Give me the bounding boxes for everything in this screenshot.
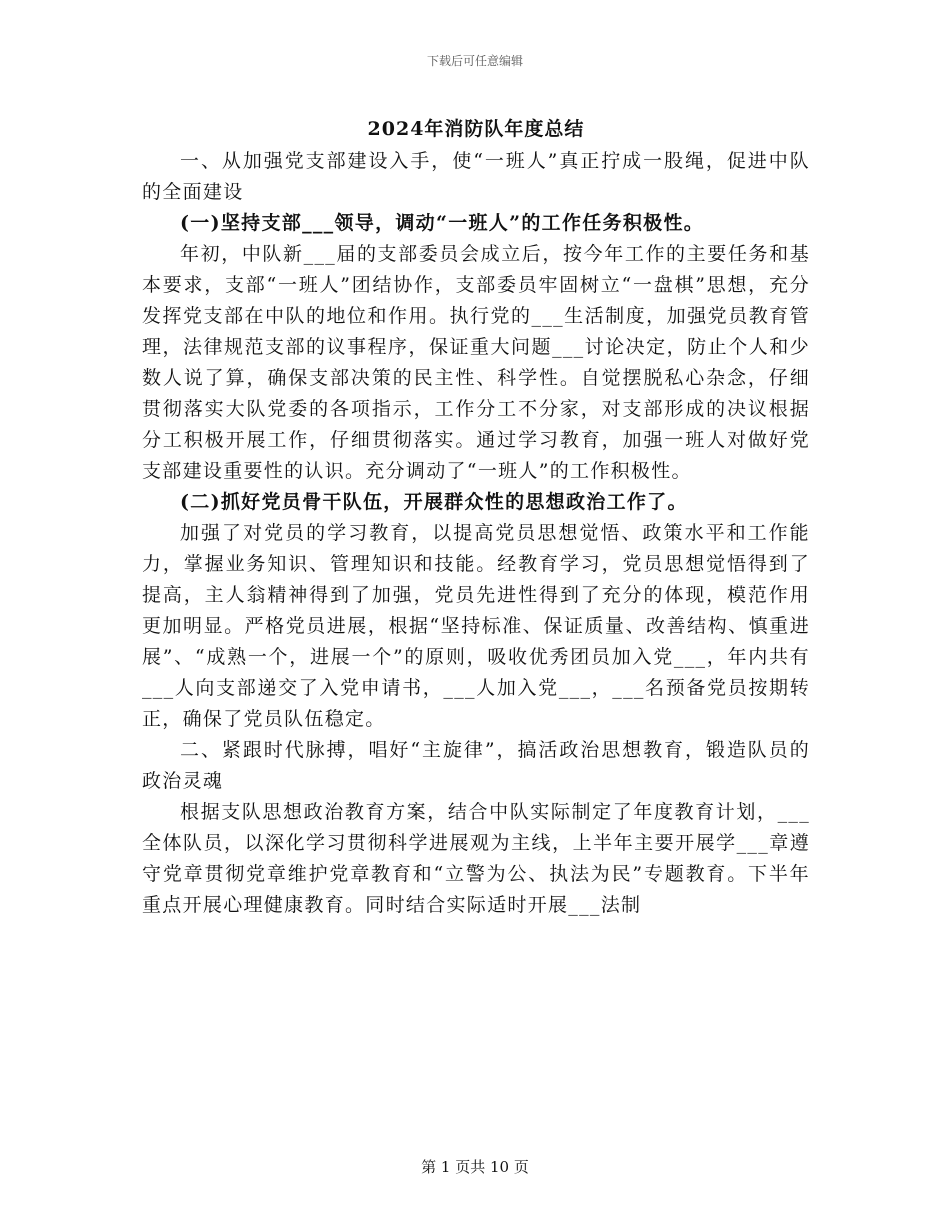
body-paragraph: 年初，中队新___届的支部委员会成立后，按今年工作的主要任务和基本要求，支部“一班人”团结协作，支部委员牢固树立“一盘棋”思想，充分发挥党支部在中队的地位和作用。执行党的___生活制度，加强党员教育管理，法律规范支部的议事程序，保证重大问题___讨论决定，防止个人和少数人说了算，确保支部决策的民主性、科学性。自觉摆脱私心杂念，仔细贯彻落实大队党委的各项指示，工作分工不分家，对支部形成的决议根据分工积极开展工作，仔细贯彻落实。通过学习教育，加强一班人对做好党支部建设重要性的认识。充分调动了“一班人”的工作积极性。 (142, 243, 810, 482)
body-paragraph: 加强了对党员的学习教育，以提高党员思想觉悟、政策水平和工作能力，掌握业务知识、管理知识和技能。经教育学习，党员思想觉悟得到了提高，主人翁精神得到了加强，党员先进性得到了充分的体现，模范作用更加明显。严格党员进展，根据“坚持标准、保证质量、改善结构、慎重进展”、“成熟一个，进展一个”的原则，吸收优秀团员加入党___，年内共有___人向支部递交了入党申请书，___人加入党___，___名预备党员按期转正，确保了党员队伍稳定。 (142, 522, 810, 730)
page-number: 第 1 页共 10 页 (421, 1158, 529, 1176)
section-heading: 二、紧跟时代脉搏，唱好“主旋律”，搞活政治思想教育，锻造队员的政治灵魂 (142, 739, 810, 792)
body-paragraph: 根据支队思想政治教育方案，结合中队实际制定了年度教育计划，___全体队员，以深化学习贯彻科学进展观为主线，上半年主要开展学___章遵守党章贯彻党章维护党章教育和“立警为公、执法为民”专题教育。下半年重点开展心理健康教育。同时结合实际适时开展___法制 (142, 801, 810, 916)
page-header-note: 下载后可任意编辑 (426, 54, 523, 68)
subsection-heading: (二)抓好党员骨干队伍，开展群众性的思想政治工作了。 (180, 491, 688, 513)
document-title: 2024年消防队年度总结 (367, 118, 585, 140)
subsection-heading: (一)坚持支部___领导，调动“一班人”的工作任务积极性。 (180, 212, 705, 234)
document-body (142, 112, 810, 921)
section-heading: 一、从加强党支部建设入手，使“一班人”真正拧成一股绳，促进中队的全面建设 (142, 150, 810, 203)
